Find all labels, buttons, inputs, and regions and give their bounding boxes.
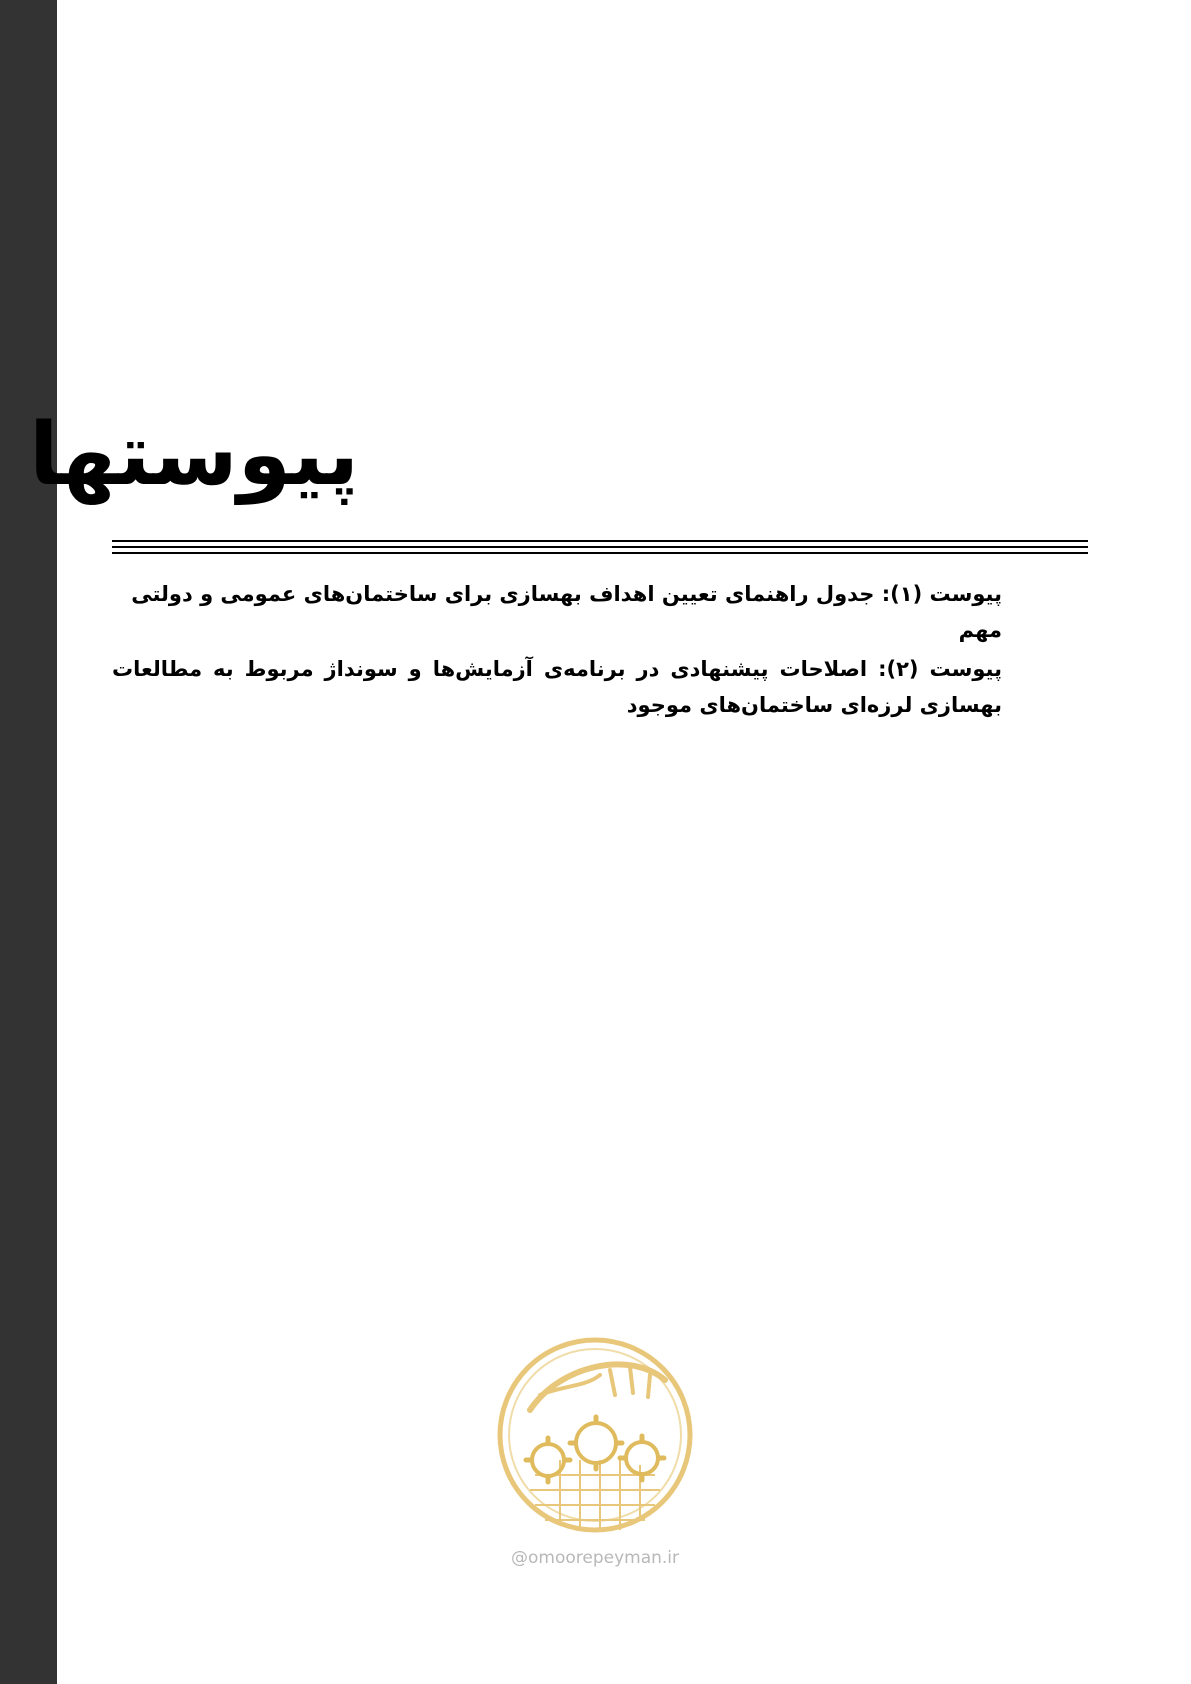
divider-line [112, 552, 1088, 554]
side-binding-bar [0, 0, 57, 1684]
appendix-1-entry: پیوست (۱): جدول راهنمای تعیین اهداف بهسازی برای ساختمان‌های عمومی و دولتی مهم [131, 582, 1002, 642]
title-divider [112, 540, 1088, 558]
watermark-caption: @omoorepeyman.ir [510, 1548, 680, 1568]
appendix-list [112, 576, 1002, 726]
page-title: پیوستها [28, 405, 359, 505]
divider-line [112, 546, 1088, 548]
watermark-logo [490, 1325, 700, 1555]
seal-emblem-icon [490, 1325, 700, 1555]
appendix-2-entry: پیوست (۲): اصلاحات پیشنهادی در برنامه‌ی آزمایش‌ها و سونداژ مربوط به مطالعات بهسازی لرزه‌ای ساختمان‌های موجود [112, 657, 1002, 717]
divider-line [112, 540, 1088, 542]
